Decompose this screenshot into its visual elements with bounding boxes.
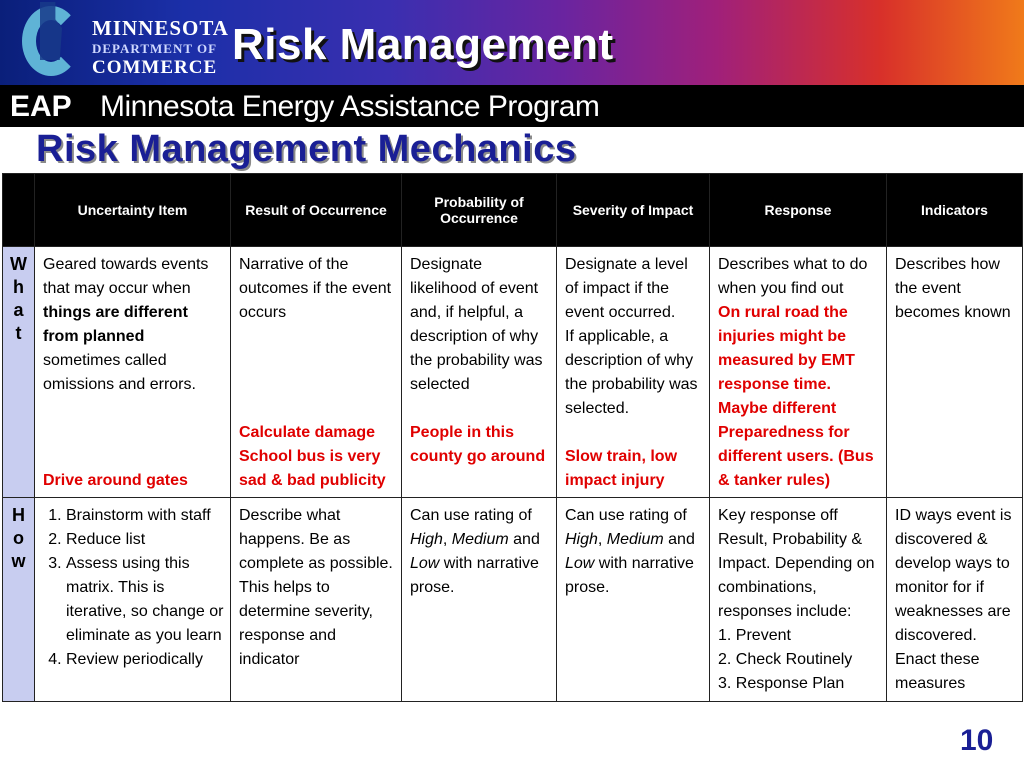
list-item: 2. Reduce list bbox=[66, 528, 225, 552]
cell-text: Designate a level of impact if the event occurred. bbox=[565, 256, 688, 321]
example-text: People in this county go around bbox=[410, 424, 546, 465]
risk-matrix-table bbox=[2, 173, 1023, 702]
row-label-letter: w bbox=[11, 551, 26, 571]
cell-text: Narrative of the outcomes if the event occurs bbox=[239, 256, 392, 321]
column-header: Severity of Impact bbox=[557, 174, 710, 247]
list-item: 1. Prevent bbox=[718, 627, 791, 644]
cell-text: Geared towards events that may occur when bbox=[43, 256, 209, 297]
row-label-letter: t bbox=[15, 323, 22, 343]
table-cell bbox=[35, 247, 231, 498]
table-cell bbox=[557, 498, 710, 702]
table-cell bbox=[402, 498, 557, 702]
column-header: Result of Occurrence bbox=[231, 174, 402, 247]
table-cell bbox=[710, 247, 887, 498]
row-label-letter: h bbox=[13, 277, 24, 297]
cell-bold-text: things are different from planned bbox=[43, 304, 188, 345]
page-number: 10 bbox=[960, 724, 994, 757]
row-label-what bbox=[3, 247, 35, 498]
row-label-letter: o bbox=[13, 528, 24, 548]
rating-low: Low bbox=[565, 555, 595, 572]
slide-title: Risk Management bbox=[232, 20, 614, 69]
logo-line-3: COMMERCE bbox=[92, 57, 218, 78]
rating-high: High bbox=[565, 531, 598, 548]
cell-text: , bbox=[442, 531, 452, 548]
logo-line-1: MINNESOTA bbox=[92, 16, 229, 40]
logo-line-2: DEPARTMENT OF bbox=[92, 41, 218, 56]
section-title: Risk Management Mechanics bbox=[36, 128, 577, 170]
cell-text: Can use rating of bbox=[410, 507, 532, 524]
list-item: 1. Brainstorm with staff bbox=[66, 504, 225, 528]
cell-text: sometimes called omissions and errors. bbox=[43, 352, 196, 393]
cell-text: and bbox=[508, 531, 540, 548]
example-text: Calculate damage School bus is very sad & bad publicity bbox=[239, 424, 386, 489]
list-item: 2. Check Routinely bbox=[718, 651, 853, 668]
table-cell bbox=[557, 247, 710, 498]
how-steps-list bbox=[41, 504, 225, 672]
table-cell bbox=[35, 498, 231, 702]
table-cell bbox=[231, 498, 402, 702]
cell-text: Key response off Result, Probability & Impact. Depending on combinations, responses include: bbox=[718, 507, 875, 620]
example-text: On rural road the injuries might be measured by EMT response time. Maybe different Preparedness for different users. (Bus & tanker rules) bbox=[718, 304, 874, 489]
cell-text: ID ways event is discovered & develop ways to monitor for if weaknesses are discovered. Enact these measures bbox=[895, 507, 1012, 692]
cell-text: with narrative prose. bbox=[410, 555, 539, 596]
rating-medium: Medium bbox=[451, 531, 509, 548]
table-row-how bbox=[3, 498, 1023, 702]
table-cell bbox=[402, 247, 557, 498]
rating-low: Low bbox=[410, 555, 440, 572]
table-row-what bbox=[3, 247, 1023, 498]
column-header: Probability of Occurrence bbox=[402, 174, 557, 247]
table-cell bbox=[887, 247, 1023, 498]
table-cell bbox=[887, 498, 1023, 702]
eap-label: EAP bbox=[10, 90, 72, 123]
cell-text: If applicable, a description of why the probability was selected. bbox=[565, 328, 698, 417]
commerce-logo bbox=[12, 2, 229, 84]
list-item: 3. Assess using this matrix. This is iterative, so change or eliminate as you learn bbox=[66, 552, 225, 648]
eap-subtitle: Minnesota Energy Assistance Program bbox=[100, 90, 600, 123]
logo-text bbox=[92, 18, 229, 77]
table-cell bbox=[231, 247, 402, 498]
row-label-letter: H bbox=[12, 505, 25, 525]
cell-text: Describes what to do when you find out bbox=[718, 256, 868, 297]
cell-text: and bbox=[663, 531, 695, 548]
row-label-letter: W bbox=[10, 254, 27, 274]
header-banner bbox=[0, 0, 1024, 85]
table-header-row bbox=[3, 174, 1023, 247]
list-item: 4. Review periodically bbox=[66, 648, 225, 672]
row-label-how bbox=[3, 498, 35, 702]
cell-text: Can use rating of bbox=[565, 507, 687, 524]
cell-text: Describe what happens. Be as complete as possible. This helps to determine severity, response and indicator bbox=[239, 507, 393, 668]
cell-text: with narrative prose. bbox=[565, 555, 694, 596]
header-corner bbox=[3, 174, 35, 247]
cell-text: Describes how the event becomes known bbox=[895, 256, 1011, 321]
list-item: 3. Response Plan bbox=[718, 675, 845, 692]
example-text: Slow train, low impact injury bbox=[565, 448, 678, 489]
cell-text: Designate likelihood of event and, if helpful, a description of why the probability was selected bbox=[410, 256, 543, 393]
column-header: Indicators bbox=[887, 174, 1023, 247]
rating-high: High bbox=[410, 531, 443, 548]
table-cell bbox=[710, 498, 887, 702]
cell-text: , bbox=[597, 531, 607, 548]
row-label-letter: a bbox=[13, 300, 24, 320]
column-header: Uncertainty Item bbox=[35, 174, 231, 247]
rating-medium: Medium bbox=[606, 531, 664, 548]
example-text: Drive around gates bbox=[43, 472, 188, 489]
column-header: Response bbox=[710, 174, 887, 247]
